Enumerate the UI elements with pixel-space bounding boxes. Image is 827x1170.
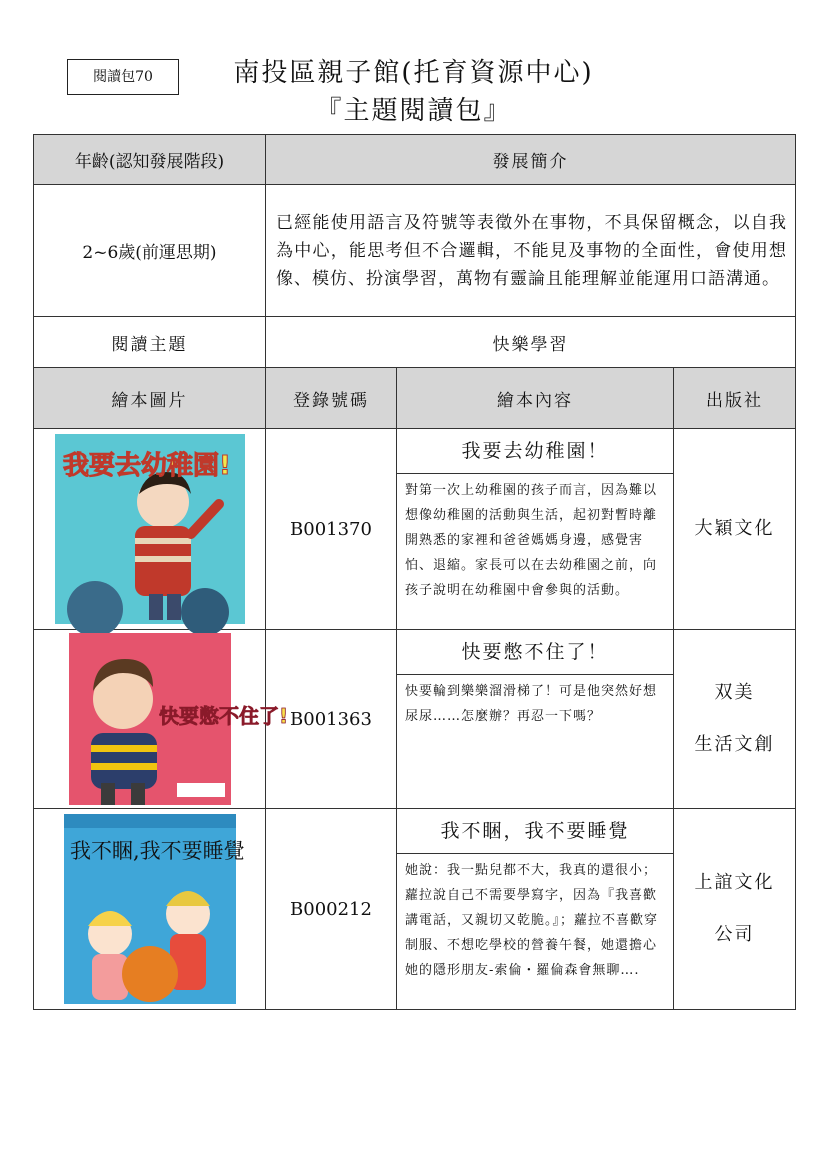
publisher-name-line2: 生活文創 <box>694 734 775 755</box>
book-title: 我不睏，我不要睡覺 <box>397 809 673 854</box>
package-number-tag: 閱讀包70 <box>67 59 179 95</box>
publisher-header: 出版社 <box>674 368 796 429</box>
age-value: 2~6歲(前運思期) <box>34 185 266 317</box>
book-row <box>34 809 796 1010</box>
page-subtitle: 『主題閱讀包』 <box>315 96 512 126</box>
book-summary: 快要輪到樂樂溜滑梯了！可是他突然好想尿尿……怎麼辦？再忍一下嗎？ <box>405 684 658 724</box>
book-title: 我要去幼稚園！ <box>397 429 673 474</box>
age-header: 年齡(認知發展階段) <box>34 135 266 185</box>
book-row <box>34 630 796 809</box>
book-cover-cell <box>34 429 266 630</box>
book-row <box>34 429 796 630</box>
book-summary: 她說：我一點兒都不大，我真的還很小；蘿拉說自己不需要學寫字，因為『我喜歡講電話，又親切又乾脆。』；蘿拉不喜歡穿制服、不想吃學校的營養午餐，她還擔心她的隱形朋友-索倫・羅倫森會無聊…. <box>405 863 659 978</box>
theme-label: 閱讀主題 <box>34 317 266 368</box>
cover-title-text: 我要去幼稚園! <box>62 451 231 481</box>
publisher-name: 双美 <box>714 682 755 703</box>
publisher-name: 上誼文化 <box>694 872 775 893</box>
id-header: 登錄號碼 <box>266 368 397 429</box>
book-summary: 對第一次上幼稚園的孩子而言，因為難以想像幼稚園的活動與生活，起初對暫時離開熟悉的家裡和爸爸媽媽身邊，感覺害怕、退縮。家長可以在去幼稚園之前，向孩子說明在幼稚園中會參與的活動。 <box>405 483 658 598</box>
book-cover-image <box>55 434 245 624</box>
image-header: 繪本圖片 <box>34 368 266 429</box>
publisher-name: 大穎文化 <box>694 518 775 539</box>
theme-value: 快樂學習 <box>266 317 796 368</box>
cover-title-text: 我不睏,我不要睡覺 <box>69 839 245 863</box>
cover-title-text: 快要憋不住了! <box>158 704 288 728</box>
book-cover-image <box>64 814 245 1004</box>
book-cover-cell <box>34 630 288 809</box>
page-title: 南投區親子館(托育資源中心) <box>233 58 594 88</box>
book-cover-cell <box>34 809 266 1010</box>
book-title: 快要憋不住了！ <box>397 630 673 675</box>
book-id: B001363 <box>266 630 397 809</box>
development-header: 發展簡介 <box>266 135 796 185</box>
book-id: B000212 <box>266 809 397 1010</box>
reading-package-table <box>33 134 796 1010</box>
book-id: B001370 <box>266 429 397 630</box>
book-cover-image <box>69 633 288 805</box>
content-header: 繪本內容 <box>397 368 674 429</box>
development-description: 已經能使用語言及符號等表徵外在事物，不具保留概念，以自我為中心，能思考但不合邏輯，不能見及事物的全面性，會使用想像、模仿、扮演學習，萬物有靈論且能理解並能運用口語溝通。 <box>266 185 796 317</box>
publisher-name-line2: 公司 <box>714 924 755 945</box>
